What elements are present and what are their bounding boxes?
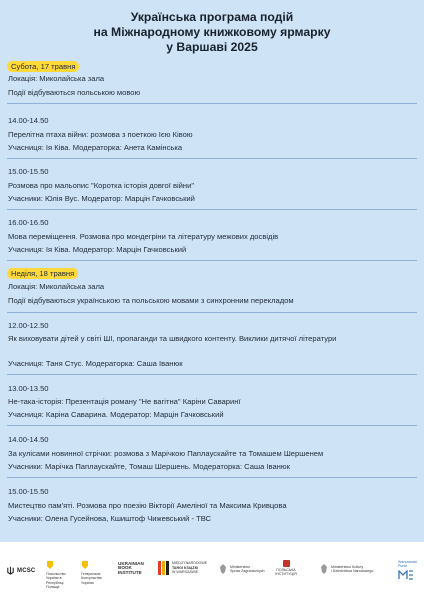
coat-of-arms-icon — [81, 560, 89, 570]
consulate-logo: Генеральне Консульство України — [81, 560, 111, 585]
logo-mark-icon — [283, 560, 290, 567]
eagle-icon — [218, 563, 228, 575]
event-title: Мистецтво пам'яті. Розмова про поезію Вікторії Амеліної та Максима Кривцова — [8, 501, 287, 510]
event-time: 15.00-15.50 — [8, 487, 49, 496]
coat-of-arms-icon — [46, 560, 54, 570]
book-fair-icon — [158, 561, 170, 575]
day-badge-saturday: Субота, 17 травня — [7, 61, 79, 72]
event-participants: Учасниця: Каріна Саварина. Модератор: Марцін Гачковський — [8, 410, 224, 419]
event-time: 12.00-12.50 — [8, 321, 49, 330]
event-participants: Учасниця: Ія Ківа. Модератор: Марцін Гачковський — [8, 245, 187, 254]
partner-mark-icon — [398, 570, 414, 580]
event-participants: Учасники: Юлія Вус. Модератор: Марцін Гачковський — [8, 194, 195, 203]
event-title: Розмова про мальопис "Коротка історія довгої війни" — [8, 181, 195, 190]
page-title — [0, 10, 424, 55]
literature-institute-logo: ПОЛЬСЬКА ІНСТИТУЦІЯ — [273, 560, 299, 577]
eagle-icon — [319, 563, 329, 575]
embassy-logo: Посольство України в Республіці Польща — [46, 560, 74, 590]
title-line-2: на Міжнародному книжковому ярмарку — [93, 25, 331, 39]
divider — [7, 477, 417, 478]
divider — [7, 103, 417, 104]
event-participants: Учасники: Олена Гусейнова, Кшиштоф Чижевський - ТВС — [8, 514, 212, 523]
title-line-1: Українська програма подій — [130, 10, 294, 24]
day-badge-sunday: Неділя, 18 травня — [7, 268, 78, 279]
ukrainian-book-institute-logo: UKRAINIAN BOOK INSTITUTE — [118, 561, 144, 575]
warsaw-book-fair-logo: MIĘDZYNARODOWE TARGI KSIĄŻKI W WARSZAWIE — [158, 561, 207, 575]
event-time: 15.00-15.50 — [8, 167, 49, 176]
event-title: Перелітна птаха війни: розмова з поеткою Ією Ківою — [8, 130, 193, 139]
event-title: За кулісами новинної стрічки: розмова з Марічкою Паплаускайте та Томашем Шершенем — [8, 449, 324, 458]
day2-language: Події відбуваються українською та польською мовами з синхронним перекладом — [8, 296, 294, 305]
event-participants: Учасниця: Ія Ківа. Модераторка: Анета Камінська — [8, 143, 183, 152]
divider — [7, 374, 417, 375]
event-title: Мова переміщення. Розмова про мондегріни та літературу межових досвідів — [8, 232, 279, 241]
event-time: 14.00-14.50 — [8, 435, 49, 444]
mcsc-logo: MCSC — [6, 566, 35, 575]
event-time: 13.00-13.50 — [8, 384, 49, 393]
trident-icon — [6, 566, 15, 575]
divider — [7, 260, 417, 261]
partner-logos-footer — [0, 542, 424, 600]
event-title: Як виховувати дітей у світі ШІ, пропаганди та швидкого контенту. Виклики дитячої літератури — [8, 334, 337, 343]
mkidn-logo: Ministerstwo Kultury i Dziedzictwa Narodowego — [319, 563, 373, 575]
divider — [7, 425, 417, 426]
event-title: Не-така-історія: Презентація роману "Не вагітна" Каріни Саваринї — [8, 397, 241, 406]
divider — [7, 158, 417, 159]
event-time: 14.00-14.50 — [8, 116, 49, 125]
mfa-poland-logo: Ministerstwo Spraw Zagranicznych — [218, 563, 265, 575]
day2-location: Локація: Миколайська зала — [8, 282, 105, 291]
divider — [7, 312, 417, 313]
day1-language: Події відбуваються польською мовою — [8, 88, 141, 97]
day1-location: Локація: Миколайська зала — [8, 74, 105, 83]
partner-logo: Warszawski Punkt — [398, 560, 420, 580]
divider — [7, 209, 417, 210]
title-line-3: у Варшаві 2025 — [166, 40, 258, 54]
event-time: 16.00-16.50 — [8, 218, 49, 227]
event-participants: Учасниця: Таня Стус. Модераторка: Саша Іванюк — [8, 359, 183, 368]
event-participants: Учасники: Марічка Паплаускайте, Томаш Шершень. Модераторка: Саша Іванюк — [8, 462, 290, 471]
